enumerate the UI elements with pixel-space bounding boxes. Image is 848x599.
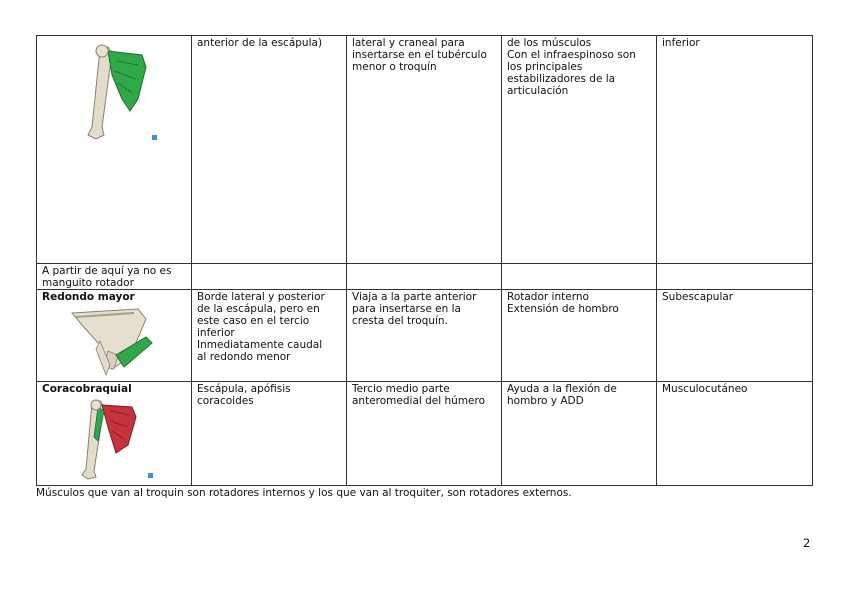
teres-major-illustration: [42, 305, 182, 379]
origin-cell: [192, 264, 347, 290]
insertion-cell: lateral y craneal para insertarse en el tubérculo menor o troquín: [347, 36, 502, 264]
muscle-name: Coracobraquial: [42, 383, 132, 395]
nerve-cell: Musculocutáneo: [657, 382, 813, 486]
page-number: 2: [803, 536, 811, 550]
action-cell: Rotador interno Extensión de hombro: [502, 290, 657, 382]
nerve-cell: [657, 264, 813, 290]
action-cell: Ayuda a la flexión de hombro y ADD: [502, 382, 657, 486]
insertion-cell: Tercio medio parte anteromedial del húmero: [347, 382, 502, 486]
muscle-name: Redondo mayor: [42, 291, 135, 303]
muscle-cell: [37, 382, 192, 486]
table-row: [37, 382, 813, 486]
action-cell: [502, 264, 657, 290]
origin-cell: Escápula, apófisis coracoides: [192, 382, 347, 486]
nerve-cell: Subescapular: [657, 290, 813, 382]
footer-note: Músculos que van al troquin son rotadores internos y los que van al troquiter, son rotadores externos.: [36, 487, 572, 499]
muscle-cell: [37, 36, 192, 264]
action-cell: de los músculos Con el infraespinoso son los principales estabilizadores de la articulación: [502, 36, 657, 264]
coracobrachialis-illustration: [42, 397, 182, 483]
origin-cell: Borde lateral y posterior de la escápula, pero en este caso en el tercio inferior Inmediatamente caudal al redondo menor: [192, 290, 347, 382]
table-row: [37, 36, 813, 264]
origin-cell: anterior de la escápula): [192, 36, 347, 264]
muscle-cell: [37, 290, 192, 382]
nerve-cell: inferior: [657, 36, 813, 264]
insertion-cell: Viaja a la parte anterior para insertarse en la cresta del troquín.: [347, 290, 502, 382]
insertion-cell: [347, 264, 502, 290]
muscle-table: [36, 35, 813, 486]
table-row: [37, 264, 813, 290]
table-row: [37, 290, 813, 382]
subscapularis-illustration: [42, 39, 182, 149]
muscle-cell: A partir de aquí ya no es manguito rotador: [37, 264, 192, 290]
